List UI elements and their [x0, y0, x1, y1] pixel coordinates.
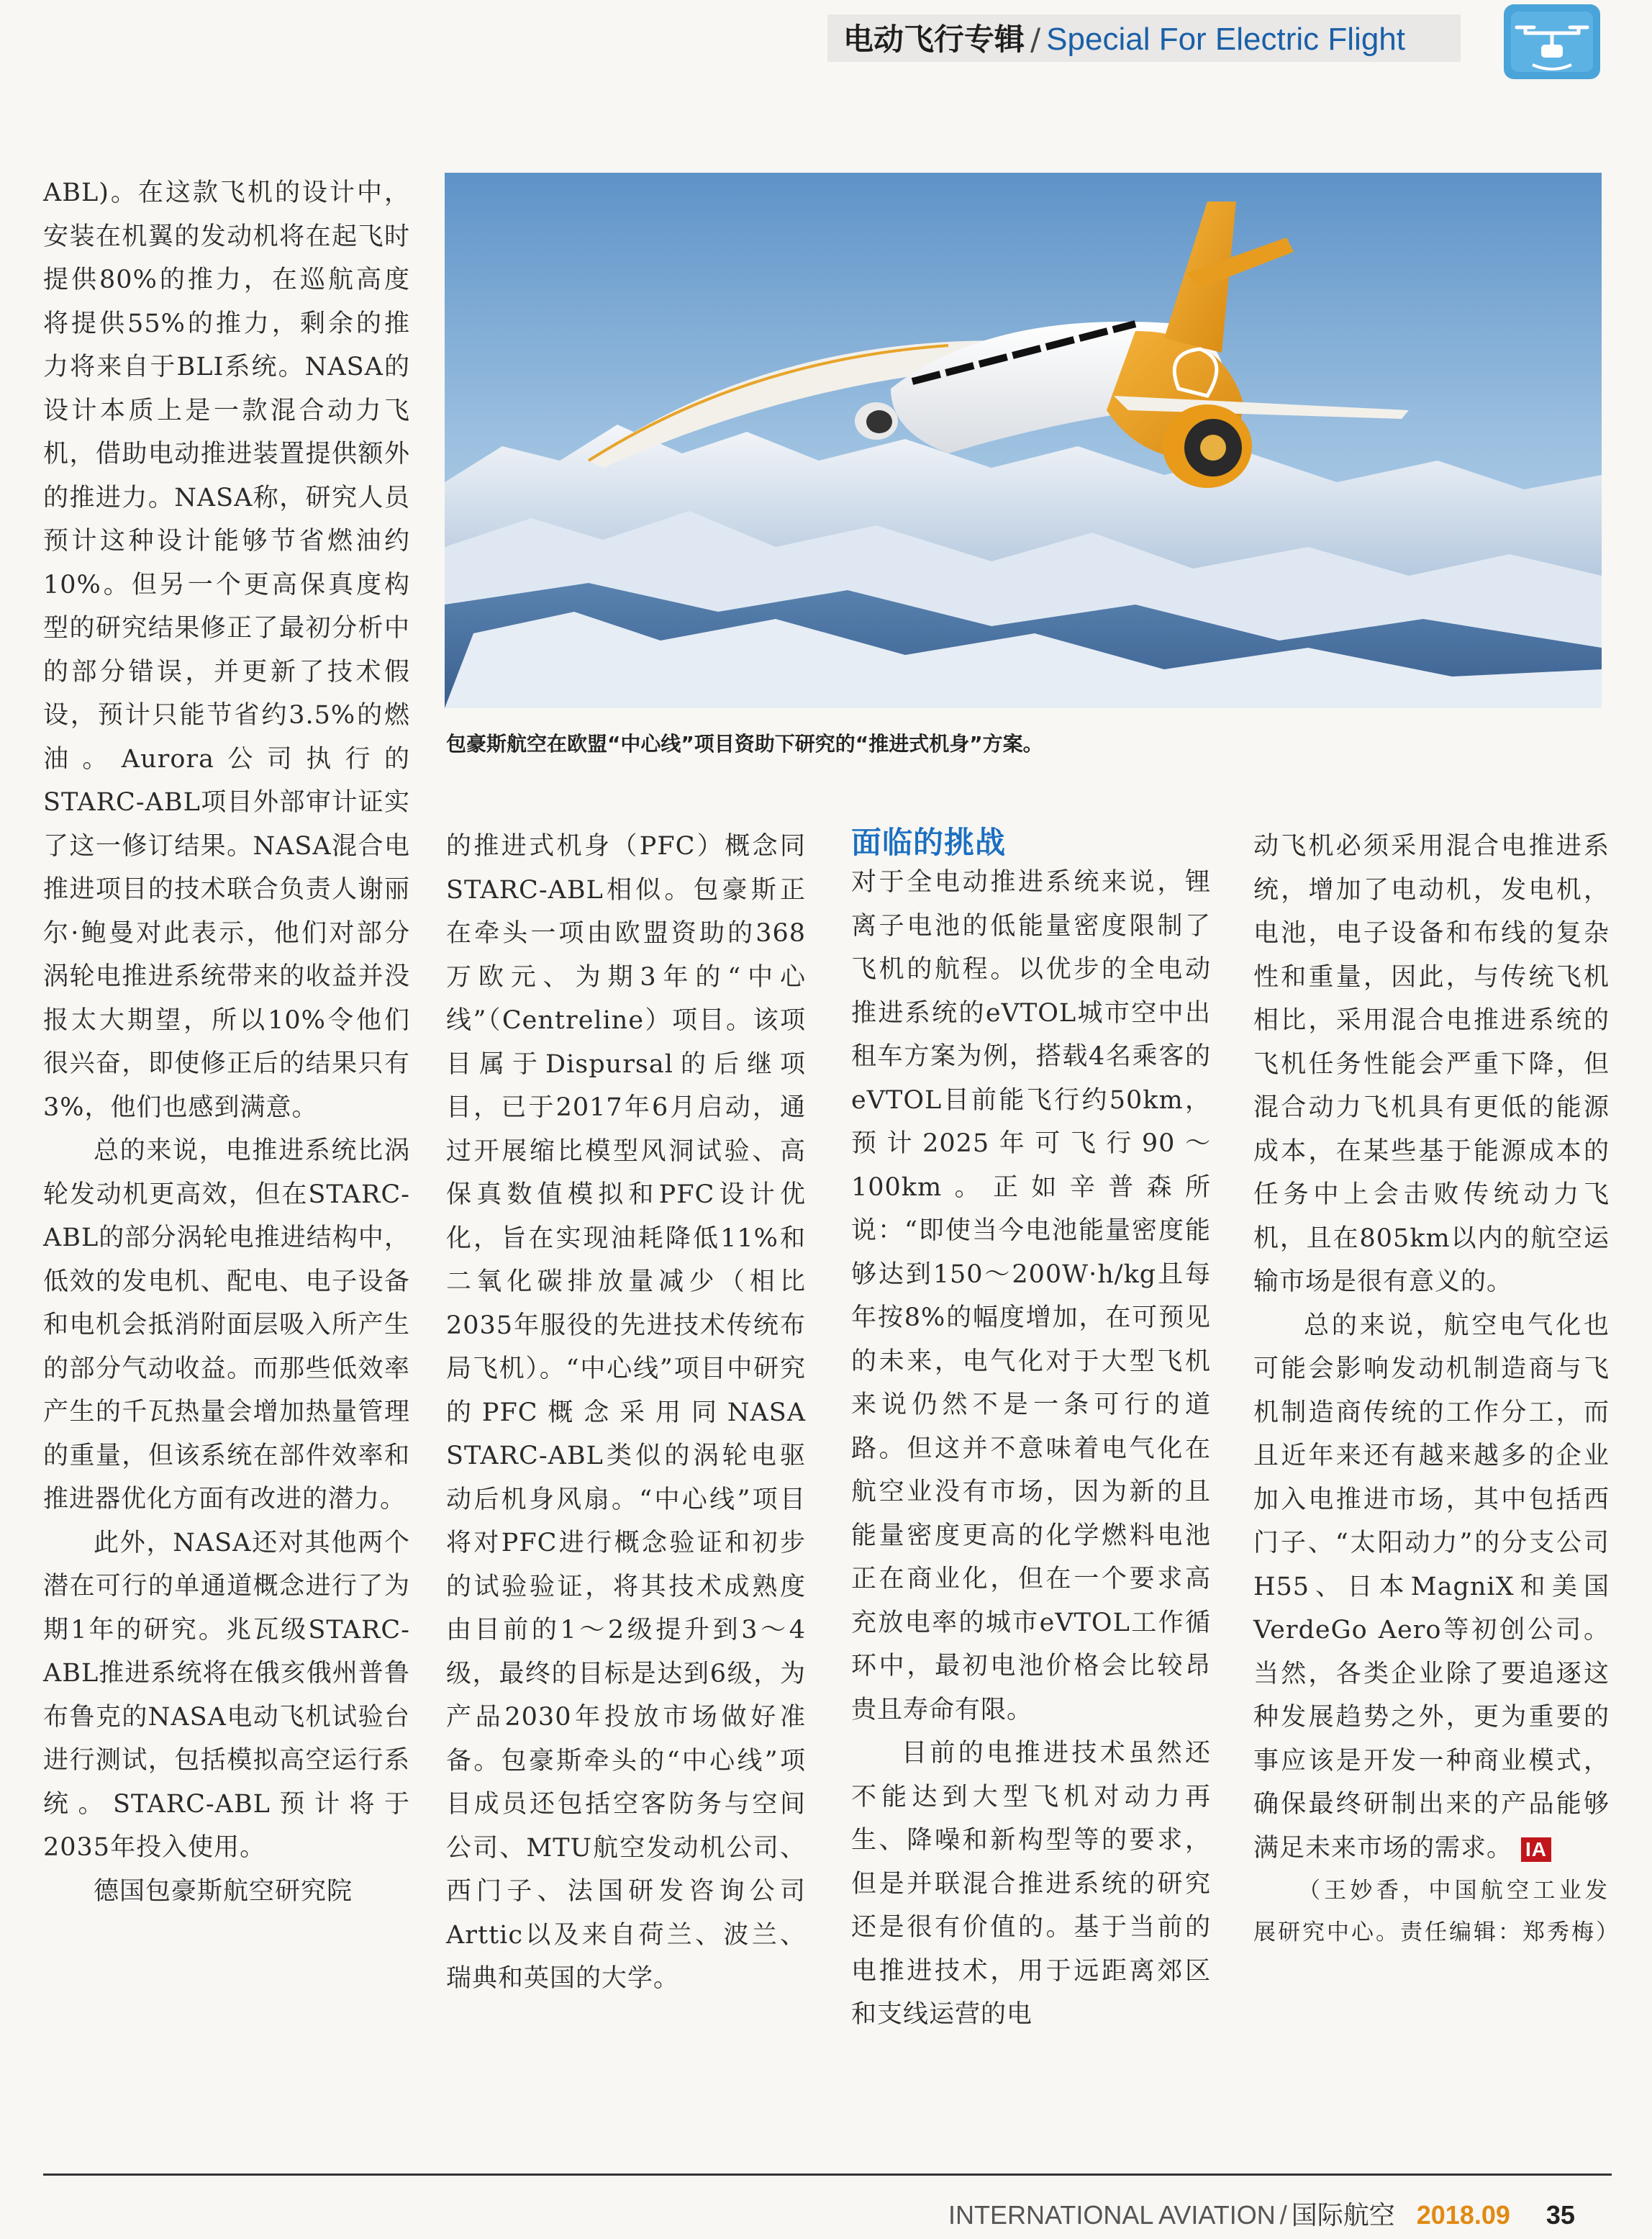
text-column-4	[1253, 825, 1620, 1953]
paragraph	[1253, 1304, 1610, 1871]
paragraph: 德国包豪斯航空研究院	[94, 1876, 353, 1906]
paragraph: 对于全电动推进系统来说，锂离子电池的低能量密度限制了飞机的航程。以优步的全电动推进系统的eVTOL城市空中出租车方案为例，搭载4名乘客的eVTOL目前能飞行约50km，预计2025年可飞行90～100km。正如辛普森所说：“即使当今电池能量密度能够达到150～200W·h/kg且每年按8%的幅度增加，在可预见的未来，电气化对于大型飞机来说仍然不是一条可行的道路。但这并不意味着电气化在航空业没有市场，因为新的且能量密度更高的化学燃料电池正在商业化，但在一个要求高充放电率的城市eVTOL工作循环中，最初电池价格会比较昂贵且寿命有限。	[851, 868, 1211, 1724]
figure-caption: 包豪斯航空在欧盟“中心线”项目资助下研究的“推进式机身”方案。	[446, 732, 1043, 756]
editor-note: （王妙香，中国航空工业发展研究中心。责任编辑：郑秀梅）	[1253, 1878, 1620, 1945]
footer-rule	[43, 2174, 1612, 2176]
page-number: 35	[1546, 2200, 1575, 2230]
section-title-separator: /	[1030, 22, 1041, 57]
magazine-name-en: INTERNATIONAL AVIATION	[948, 2200, 1276, 2230]
paragraph: 的推进式机身（PFC）概念同STARC-ABL相似。包豪斯正在牵头一项由欧盟资助的368万欧元、为期3年的“中心线”（Centreline）项目。该项目属于Dispursal的后继项目，已于2017年6月启动，通过开展缩比模型风洞试验、高保真数值模拟和PFC设计优化，旨在实现油耗降低11%和二氧化碳排放量减少（相比2035年服役的先进技术传统布局飞机）。“中心线”项目中研究的PFC概念采用同NASA STARC-ABL类似的涡轮电驱动后机身风扇。“中心线”项目将对PFC进行概念验证和初步的试验验证，将其技术成熟度由目前的1～2级提升到3～4级，最终的目标是达到6级，为产品2030年投放市场做好准备。包豪斯牵头的“中心线”项目成员还包括空客防务与空间公司、MTU航空发动机公司、西门子、法国研发咨询公司Arttic以及来自荷兰、波兰、瑞典和英国的大学。	[446, 832, 806, 1993]
section-title-en: Special For Electric Flight	[1046, 22, 1405, 57]
text-column-1	[43, 171, 410, 1913]
paragraph: ABL)。在这款飞机的设计中，安装在机翼的发动机将在起飞时提供80%的推力，在巡航高度将提供55%的推力，剩余的推力将来自于BLI系统。NASA的设计本质上是一款混合动力飞机，借助电动推进装置提供额外的推进力。NASA称，研究人员预计这种设计能够节省燃油约10%。但另一个更高保真度构型的研究结果修正了最初分析中的部分错误，并更新了技术假设，预计只能节省约3.5%的燃油。Aurora公司执行的STARC-ABL项目外部审计证实了这一修订结果。NASA混合电推进项目的技术联合负责人谢丽尔·鲍曼对此表示，他们对部分涡轮电推进系统带来的收益并没报太大期望，所以10%令他们很兴奋，即使修正后的结果只有3%，他们也感到满意。	[43, 178, 410, 1122]
end-mark-badge: IA	[1521, 1837, 1551, 1862]
drone-icon	[1504, 4, 1600, 79]
paragraph: 目前的电推进技术虽然还不能达到大型飞机对动力再生、降噪和新构型等的要求，但是并联混合推进系统的研究还是很有价值的。基于当前的电推进技术，用于远距离郊区和支线运营的电	[851, 1739, 1211, 2029]
section-header	[843, 16, 1405, 63]
paragraph: 总的来说，电推进系统比涡轮发动机更高效，但在STARC-ABL的部分涡轮电推进结构中，低效的发电机、配电、电子设备和电机会抵消附面层吸入所产生的部分气动收益。而那些低效率产生的千瓦热量会增加热量管理的重量，但该系统在部件效率和推进器优化方面有改进的潜力。	[43, 1136, 410, 1514]
magazine-name-cn: 国际航空	[1291, 2201, 1395, 2230]
paragraph-text: 总的来说，航空电气化也可能会影响发动机制造商与飞机制造商传统的工作分工，而且近年来还有越来越多的企业加入电推进市场，其中包括西门子、“太阳动力”的分支公司H55、日本MagniX和美国VerdeGo Aero等初创公司。当然，各类企业除了要追逐这种发展趋势之外，更为重要的事应该是开发一种商业模式，确保最终研制出来的产品能够满足未来市场的需求。	[1253, 1311, 1610, 1863]
footer-separator: /	[1279, 2200, 1287, 2230]
section-heading: 面临的挑战	[851, 825, 1007, 860]
issue-date: 2018.09	[1416, 2200, 1510, 2230]
paragraph: 此外，NASA还对其他两个潜在可行的单通道概念进行了为期1年的研究。兆瓦级STARC-ABL推进系统将在俄亥俄州普鲁布鲁克的NASA电动飞机试验台进行测试，包括模拟高空运行系统。STARC-ABL预计将于2035年投入使用。	[43, 1528, 410, 1862]
section-title-cn: 电动飞行专辑	[843, 22, 1025, 57]
aircraft-photo	[445, 173, 1602, 708]
page-footer	[948, 2195, 1575, 2232]
paragraph: 动飞机必须采用混合电推进系统，增加了电动机，发电机，电池，电子设备和布线的复杂性和重量，因此，与传统飞机相比，采用混合电推进系统的飞机任务性能会严重下降，但混合动力飞机具有更低的能源成本，在某些基于能源成本的任务中上会击败传统动力飞机，且在805km以内的航空运输市场是很有意义的。	[1253, 832, 1610, 1296]
text-column-3	[851, 825, 1211, 2037]
text-column-2	[446, 825, 806, 2001]
